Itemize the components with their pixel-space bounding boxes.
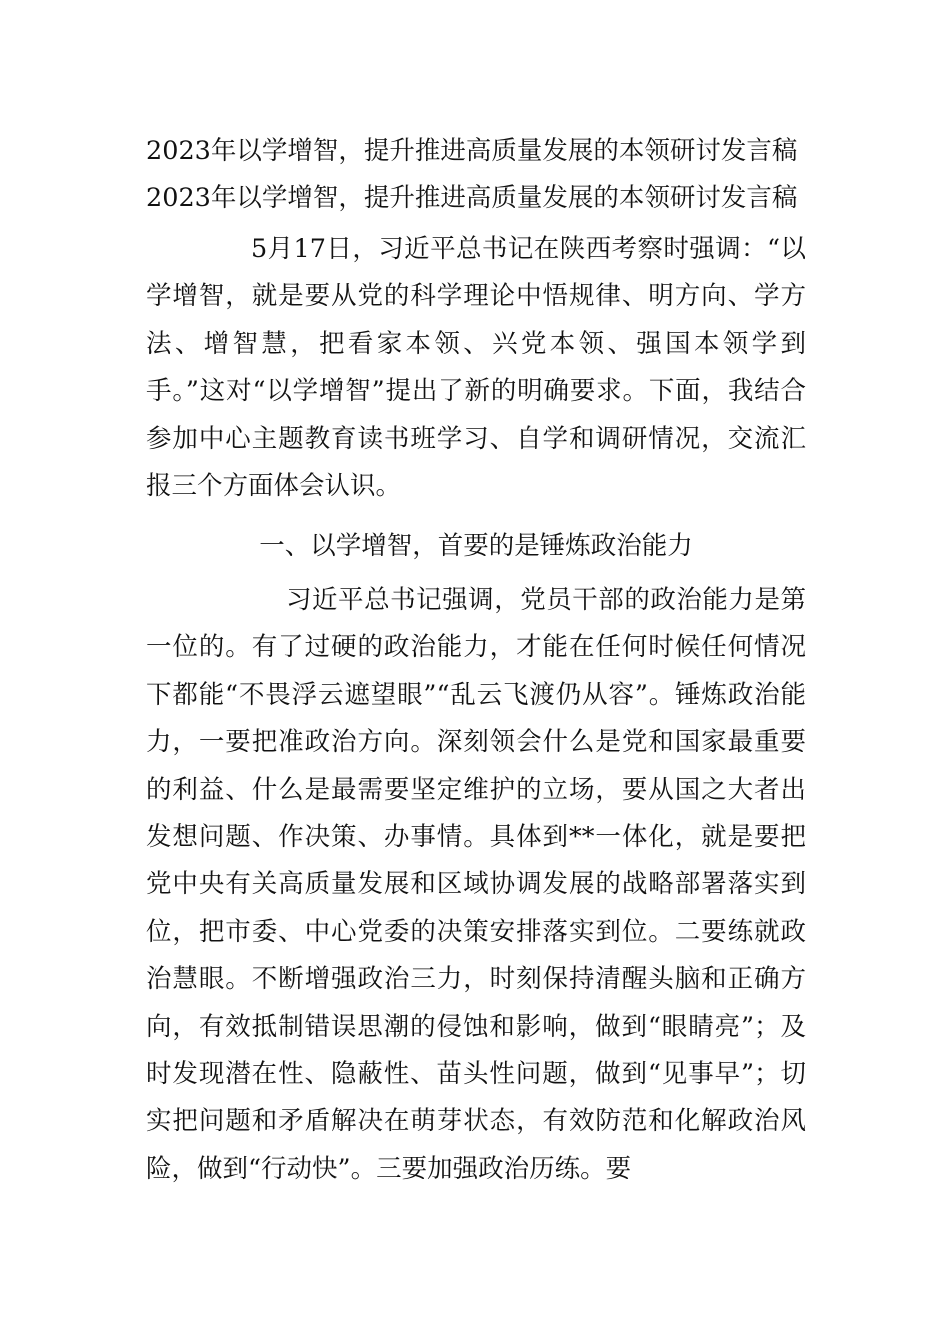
document-title-repeat: 2023年以学增智，提升推进高质量发展的本领研讨发言稿 bbox=[146, 183, 798, 213]
intro-paragraph: 5月17日，习近平总书记在陕西考察时强调：“以学增智，就是要从党的科学理论中悟规律、明方向、学方法、增智慧，把看家本领、兴党本领、强国本领学到手。”这对“以学增智”提出了新的明确要求。下面，我结合参加中心主题教育读书班学习、自学和调研情况，交流汇报三个方面体会认识。 bbox=[146, 234, 806, 502]
section-paragraph: 习近平总书记强调，党员干部的政治能力是第一位的。有了过硬的政治能力，才能在任何时候任何情况下都能“不畏浮云遮望眼”“乱云飞渡仍从容”。锤炼政治能力，一要把准政治方向。深刻领会什么是党和国家最重要的利益、什么是最需要坚定维护的立场，要从国之大者出发想问题、作决策、办事情。具体到**一体化，就是要把党中央有关高质量发展和区域协调发展的战略部署落实到位，把市委、中心党委的决策安排落实到位。二要练就政治慧眼。不断增强政治三力，时刻保持清醒头脑和正确方向，有效抵制错误思潮的侵蚀和影响，做到“眼睛亮”；及时发现潜在性、隐蔽性、苗头性问题，做到“见事早”；切实把问题和矛盾解决在萌芽状态，有效防范和化解政治风险，做到“行动快”。三要加强政治历练。要 bbox=[146, 585, 806, 1184]
document-title: 2023年以学增智，提升推进高质量发展的本领研讨发言稿 bbox=[146, 136, 798, 166]
section-heading: 一、以学增智，首要的是锤炼政治能力 bbox=[259, 531, 693, 561]
